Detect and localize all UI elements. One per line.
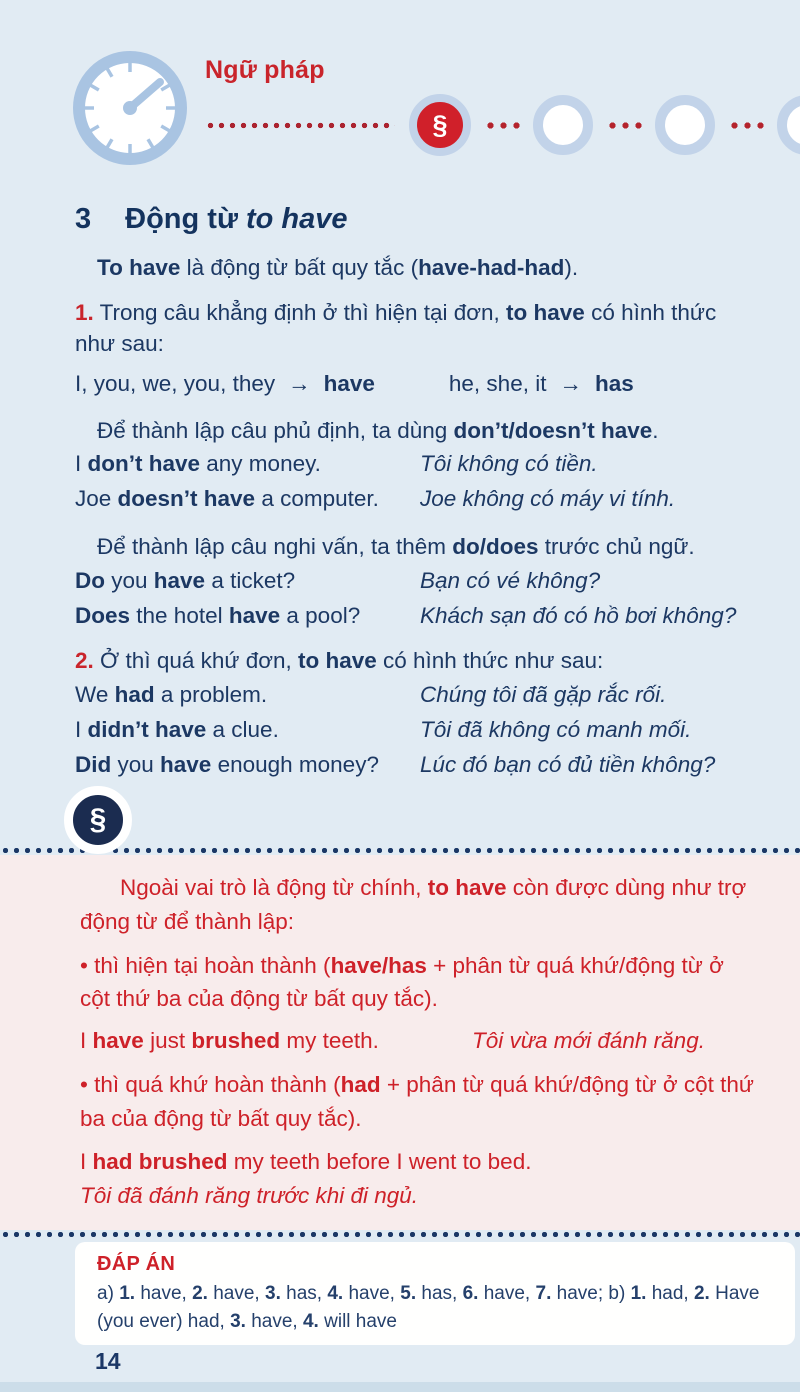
answers-title: ĐÁP ÁN <box>97 1253 176 1275</box>
progress-dots <box>483 121 521 130</box>
intro-paragraph: To have là động từ bất quy tắc (have-had-had). <box>97 255 579 281</box>
verb-forms-row <box>75 369 758 400</box>
negative-rule-paragraph: Để thành lập câu phủ định, ta dùng don’t/doesn’t have. <box>97 417 659 443</box>
paragraph-symbol: § <box>89 803 107 836</box>
note-bullet-present-perfect: • thì hiện tại hoàn thành (have/has + phân từ quá khứ/động từ ở cột thứ ba của động từ bất quy tắc). <box>80 952 724 1012</box>
example-row <box>75 565 758 598</box>
answers-body: a) 1. have, 2. have, 3. has, 4. have, 5. has, 6. have, 7. have; b) 1. had, 2. Have (you ever) had, 3. have, 4. will have <box>97 1283 760 1332</box>
clock-icon <box>70 48 190 168</box>
example-row <box>75 714 758 747</box>
example-english: Do you have a ticket? <box>75 567 296 593</box>
example-row <box>75 749 758 782</box>
progress-circle <box>777 95 800 155</box>
example-vietnamese: Joe không có máy vi tính. <box>420 486 676 512</box>
note-section-badge <box>64 786 132 854</box>
example-vietnamese: Chúng tôi đã gặp rắc rối. <box>420 681 667 707</box>
question-rule-paragraph: Để thành lập câu nghi vấn, ta thêm do/does trước chủ ngữ. <box>97 534 695 560</box>
forms-subjects-singular: he, she, it <box>448 371 547 397</box>
section-symbol: § <box>432 109 448 140</box>
note-example-vietnamese: Tôi vừa mới đánh răng. <box>472 1028 705 1053</box>
note-example-english: I have just brushed my teeth. <box>80 1028 379 1053</box>
page-number: 14 <box>95 1348 121 1374</box>
note-example2-vietnamese: Tôi đã đánh răng trước khi đi ngủ. <box>80 1183 419 1208</box>
example-english: We had a problem. <box>75 681 268 707</box>
progress-dots <box>727 121 765 130</box>
note-intro: Ngoài vai trò là động từ chính, to have còn được dùng như trợ động từ để thành lập: <box>80 875 747 934</box>
rule-2-paragraph: 2. Ở thì quá khứ đơn, to have có hình thức như sau: <box>75 648 604 674</box>
forms-verb-have: have <box>323 371 375 397</box>
note-example-row <box>80 1024 758 1058</box>
example-row <box>75 600 758 633</box>
chapter-label: Ngữ pháp <box>205 56 325 84</box>
lesson-content <box>0 178 800 782</box>
arrow-icon: → <box>288 371 311 397</box>
lesson-number: 3 <box>75 203 92 235</box>
note-example2-english: I had brushed my teeth before I went to bed. <box>80 1149 532 1175</box>
lesson-title: Động từ to have <box>125 203 348 235</box>
example-vietnamese: Tôi không có tiền. <box>420 451 598 477</box>
example-vietnamese: Tôi đã không có manh mối. <box>420 716 692 742</box>
progress-circle <box>533 95 593 155</box>
example-vietnamese: Lúc đó bạn có đủ tiền không? <box>420 751 716 777</box>
example-english: Did you have enough money? <box>75 751 379 777</box>
example-vietnamese: Bạn có vé không? <box>420 567 601 593</box>
page-edge <box>0 1382 800 1392</box>
dotted-separator <box>0 1230 800 1239</box>
example-row <box>75 448 758 481</box>
example-row <box>75 679 758 712</box>
example-english: I don’t have any money. <box>75 451 321 477</box>
dotted-leader <box>205 121 395 130</box>
lesson-heading <box>75 200 758 239</box>
example-english: Does the hotel have a pool? <box>75 602 361 628</box>
grammar-note-box <box>0 855 800 1230</box>
note-bullet-past-perfect: • thì quá khứ hoàn thành (had + phân từ quá khứ/động từ ở cột thứ ba của động từ bất quy tắc). <box>80 1071 754 1131</box>
progress-track <box>205 94 800 156</box>
rule-1-paragraph: 1. Trong câu khẳng định ở thì hiện tại đơn, to have có hình thức như sau: <box>75 300 717 356</box>
progress-dots <box>605 121 643 130</box>
example-row <box>75 483 758 516</box>
arrow-icon: → <box>559 371 582 397</box>
progress-circle <box>655 95 715 155</box>
dotted-separator <box>0 846 800 855</box>
forms-subjects-plural: I, you, we, you, they <box>75 371 276 397</box>
example-english: I didn’t have a clue. <box>75 716 279 742</box>
page-header <box>0 0 800 178</box>
section-badge <box>409 94 471 156</box>
forms-verb-has: has <box>594 371 634 397</box>
example-english: Joe doesn’t have a computer. <box>75 486 379 512</box>
example-vietnamese: Khách sạn đó có hồ bơi không? <box>420 602 737 628</box>
answers-box <box>75 1242 795 1345</box>
